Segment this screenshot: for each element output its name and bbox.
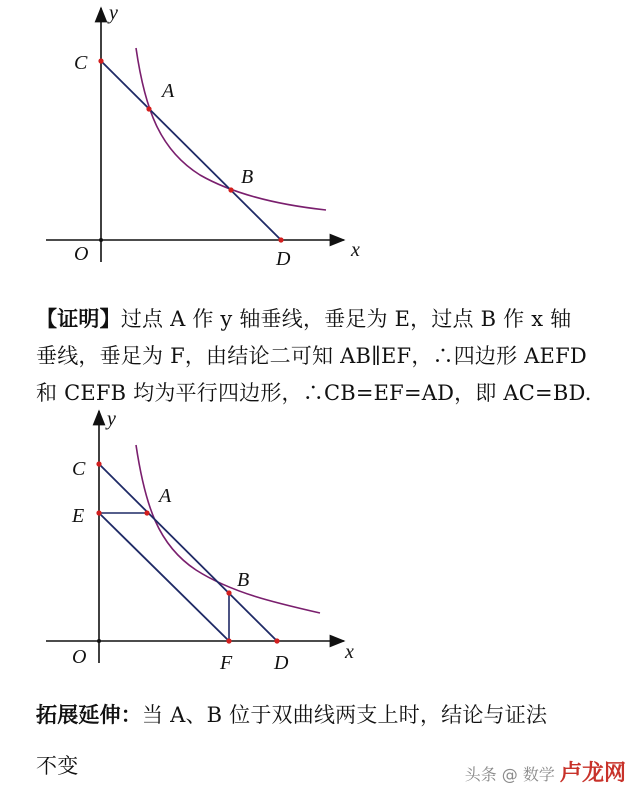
label-e: E	[72, 505, 85, 527]
proof-paragraph	[36, 300, 616, 412]
watermark-small-text: 头条 @ 数学	[464, 765, 555, 784]
label-a: A	[159, 485, 172, 507]
label-x: x	[351, 239, 360, 261]
label-b: B	[237, 569, 250, 591]
label-d: D	[274, 652, 289, 674]
watermark-brand: 卢龙网	[559, 761, 626, 786]
point-e	[96, 510, 101, 515]
point-a	[146, 106, 151, 111]
label-b: B	[241, 166, 254, 188]
label-y: y	[107, 408, 116, 430]
hyperbola-curve	[136, 48, 326, 210]
extension-text: 当 A、B 位于双曲线两支上时，结论与证法	[142, 703, 548, 727]
extension-heading: 拓展延伸：	[36, 702, 142, 727]
proof-heading: 【证明】	[36, 306, 121, 331]
extension-line-2: 不变	[36, 754, 79, 778]
figure-2-hyperbola-diagram	[0, 405, 640, 690]
proof-line-1	[36, 300, 616, 338]
label-c: C	[72, 458, 86, 480]
point-o	[97, 639, 101, 643]
point-d	[278, 237, 283, 242]
proof-line-1-text: 过点 A 作 y 轴垂线，垂足为 E，过点 B 作 x 轴	[120, 307, 572, 331]
point-b	[226, 590, 231, 595]
label-x: x	[345, 641, 354, 663]
label-o: O	[72, 646, 87, 668]
label-a: A	[162, 80, 175, 102]
point-c	[96, 461, 101, 466]
extension-paragraph	[36, 696, 616, 734]
line-cd	[101, 61, 281, 240]
point-f	[226, 638, 231, 643]
label-f: F	[220, 652, 233, 674]
label-o: O	[74, 243, 89, 265]
point-a	[144, 510, 149, 515]
proof-line-3: 和 CEFB 均为平行四边形，∴CB=EF=AD，即 AC=BD.	[36, 381, 592, 405]
point-d	[274, 638, 279, 643]
point-c	[98, 58, 103, 63]
label-y: y	[109, 2, 118, 24]
figure-1-hyperbola-diagram	[0, 0, 640, 290]
point-b	[228, 187, 233, 192]
line-cd	[99, 464, 277, 641]
point-o	[99, 238, 103, 242]
proof-line-2: 垂线，垂足为 F，由结论二可知 AB∥EF，∴四边形 AEFD	[36, 344, 587, 368]
label-d: D	[276, 248, 291, 270]
watermark	[465, 756, 626, 787]
label-c: C	[74, 52, 88, 74]
